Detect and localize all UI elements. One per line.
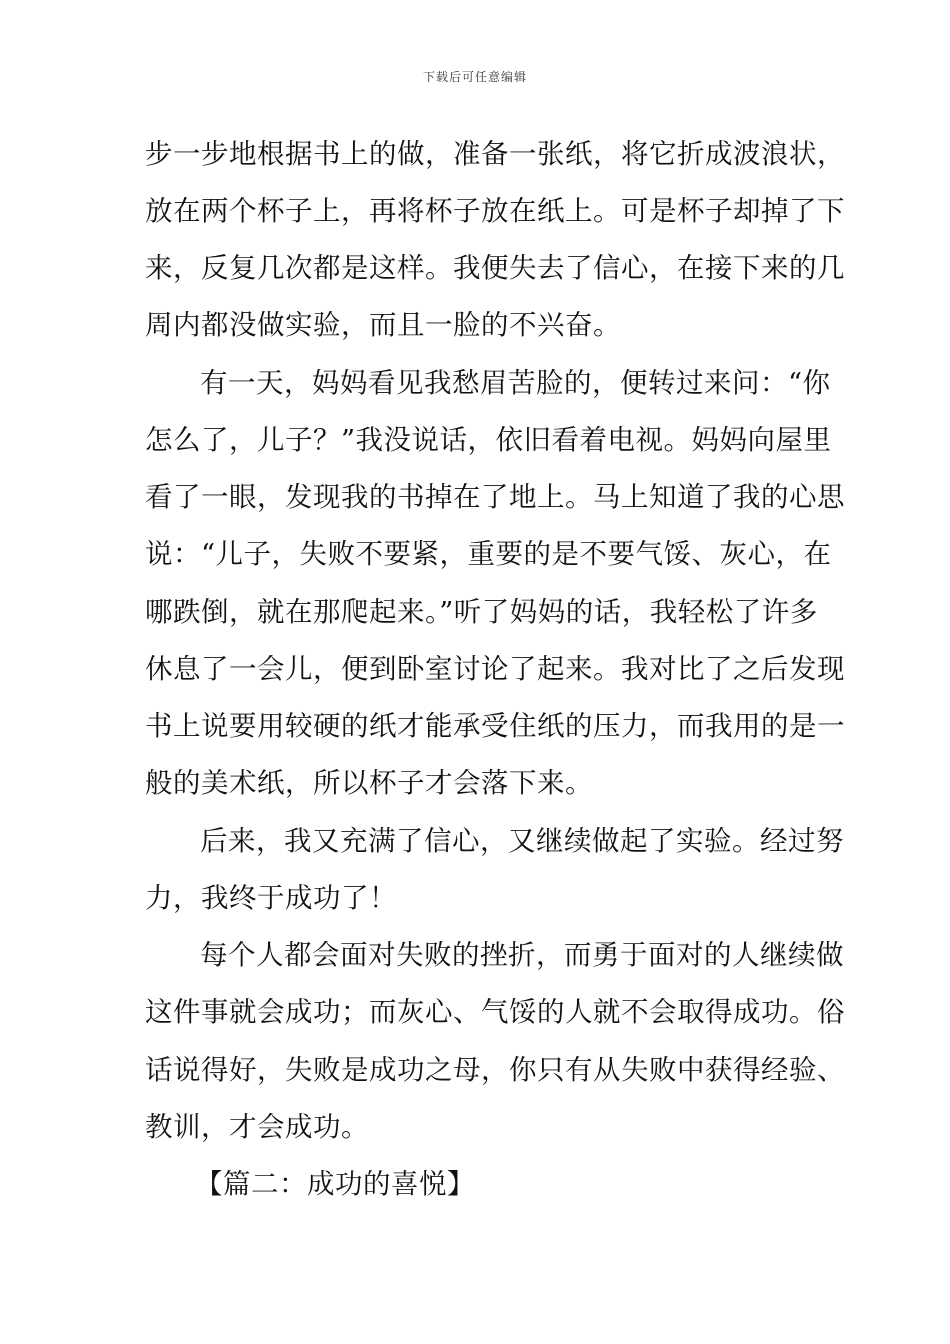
text-line: 休息了一会儿，便到卧室讨论了起来。我对比了之后发现 [145,653,845,685]
section-heading: 【篇二：成功的喜悦】 [195,1168,475,1200]
text-line: 力，我终于成功了！ [145,882,397,914]
text-line: 说：“儿子，失败不要紧，重要的是不要气馁、灰心，在 [145,538,832,570]
text-line: 这件事就会成功；而灰心、气馁的人就不会取得成功。俗 [145,996,845,1028]
paragraph-first-line: 每个人都会面对失败的挫折，而勇于面对的人继续做 [200,939,844,971]
text-line: 周内都没做实验，而且一脸的不兴奋。 [145,309,621,341]
text-line: 步一步地根据书上的做，准备一张纸，将它折成波浪状， [145,138,845,170]
text-line: 怎么了，儿子？”我没说话，依旧看着电视。妈妈向屋里 [145,424,832,456]
text-line: 来，反复几次都是这样。我便失去了信心，在接下来的几 [145,252,845,284]
paragraph-first-line: 有一天，妈妈看见我愁眉苦脸的，便转过来问：“你 [200,367,831,399]
text-line: 看了一眼，发现我的书掉在了地上。马上知道了我的心思 [145,481,845,513]
text-line: 话说得好，失败是成功之母，你只有从失败中获得经验、 [145,1054,845,1086]
text-line: 教训，才会成功。 [145,1111,369,1143]
text-line: 哪跌倒，就在那爬起来。”听了妈妈的话，我轻松了许多 [145,596,818,628]
text-line: 般的美术纸，所以杯子才会落下来。 [145,767,593,799]
text-line: 书上说要用较硬的纸才能承受住纸的压力，而我用的是一 [145,710,845,742]
text-line: 放在两个杯子上，再将杯子放在纸上。可是杯子却掉了下 [145,195,845,227]
page-header: 下载后可任意编辑 [422,70,527,84]
paragraph-first-line: 后来，我又充满了信心，又继续做起了实验。经过努 [200,825,844,857]
